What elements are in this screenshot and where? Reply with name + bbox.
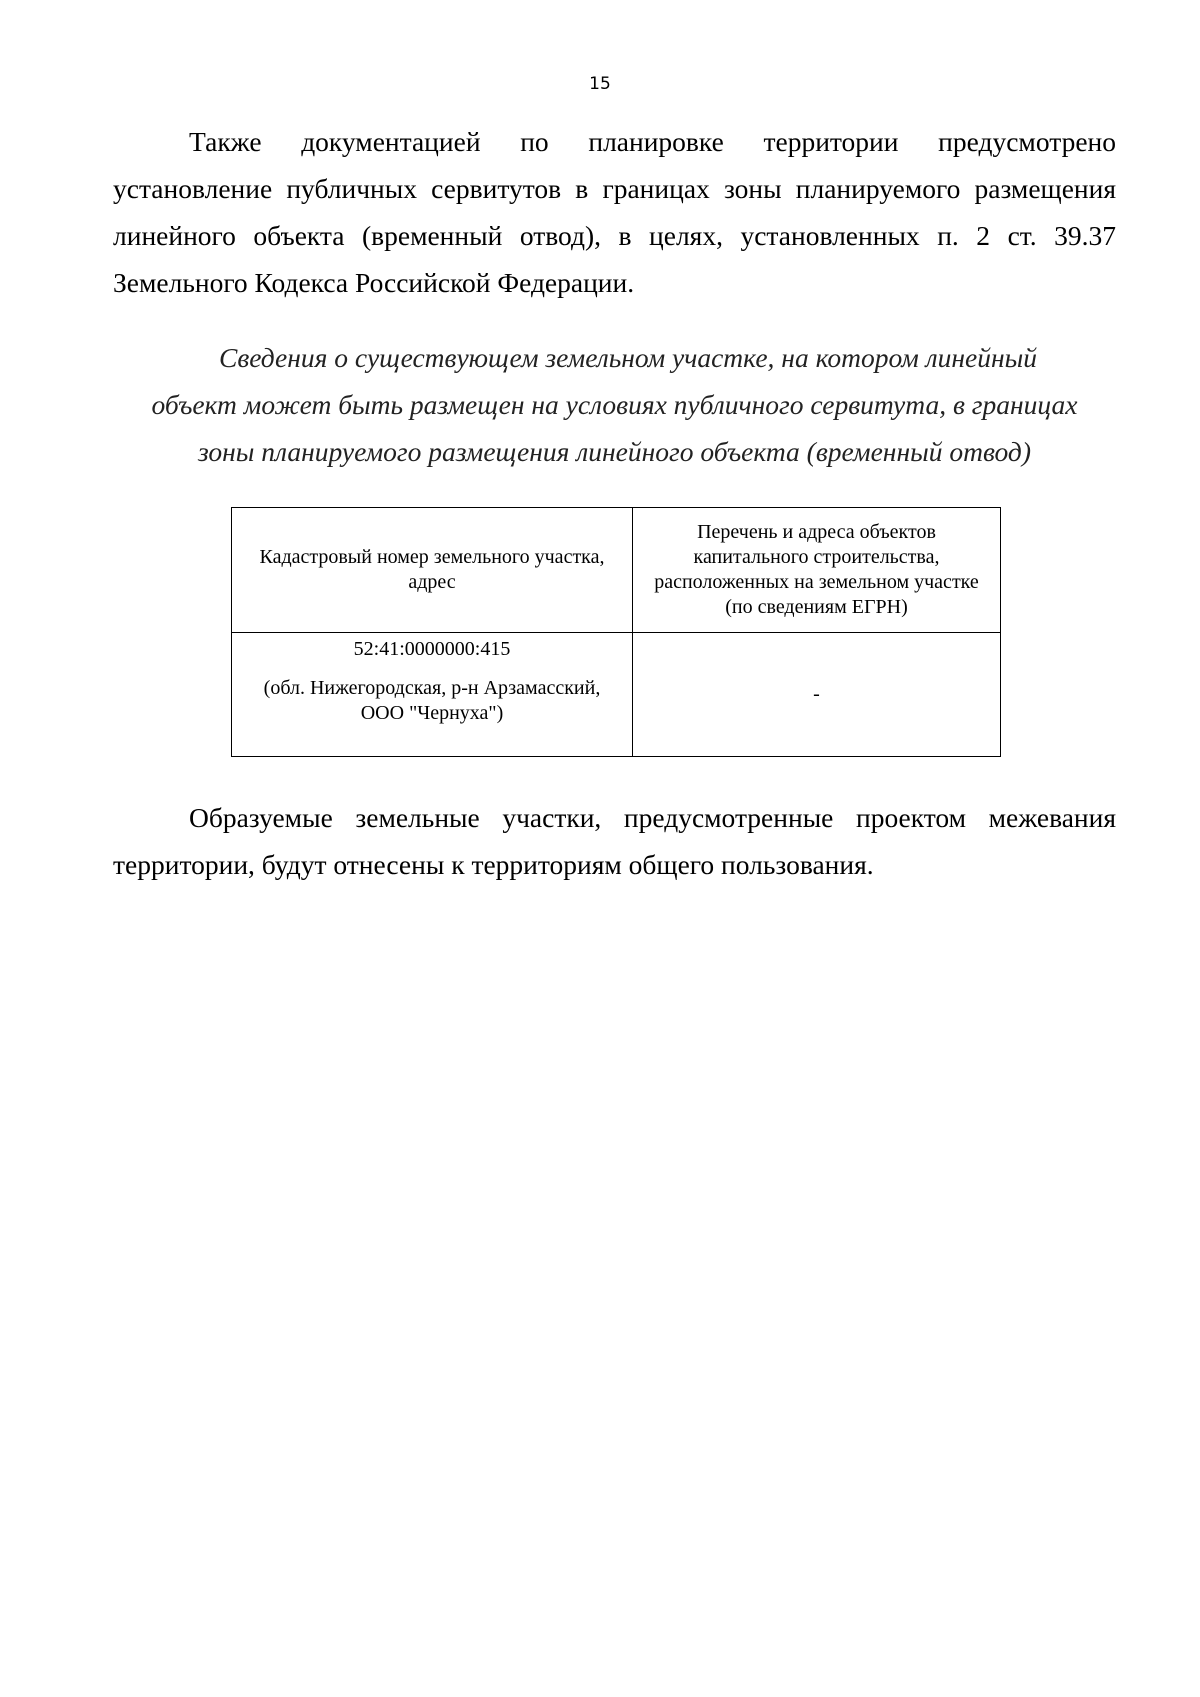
table-row bbox=[232, 633, 1001, 757]
cadastral-number: 52:41:0000000:415 bbox=[353, 638, 511, 660]
parcel-table bbox=[231, 507, 1001, 757]
header-capital-objects: Перечень и адреса объектов капитального строительства, расположенных на земельном участке (по сведениям ЕГРН) bbox=[633, 508, 1001, 633]
parcel-cell bbox=[232, 633, 633, 757]
intro-paragraph: Также документацией по планировке территории предусмотрено установление публичных сервитутов в границах зоны планируемого размещения линейного объекта (временный отвод), в целях, установленных п. 2 ст. 39.37 Земельного Кодекса Российской Федерации. bbox=[113, 126, 1116, 298]
header-cadastral-number: Кадастровый номер земельного участка, адрес bbox=[232, 508, 633, 633]
parcel-address: (обл. Нижегородская, р-н Арзамасский, ООО "Чернуха") bbox=[263, 677, 601, 724]
capital-objects-cell: - bbox=[633, 633, 1001, 757]
table-caption bbox=[113, 334, 1116, 475]
page-number: 15 bbox=[589, 74, 611, 94]
closing-paragraph: Образуемые земельные участки, предусмотренные проектом межевания территории, будут отнесены к территориям общего пользования. bbox=[113, 802, 1116, 880]
table-header-row bbox=[232, 508, 1001, 633]
table-caption-line-1: Сведения о существующем земельном участке, на котором линейный bbox=[219, 342, 1037, 373]
table-caption-line-2: объект может быть размещен на условиях публичного сервитута, в границах bbox=[151, 389, 1078, 420]
table-caption-line-3: зоны планируемого размещения линейного объекта (временный отвод) bbox=[198, 436, 1031, 467]
